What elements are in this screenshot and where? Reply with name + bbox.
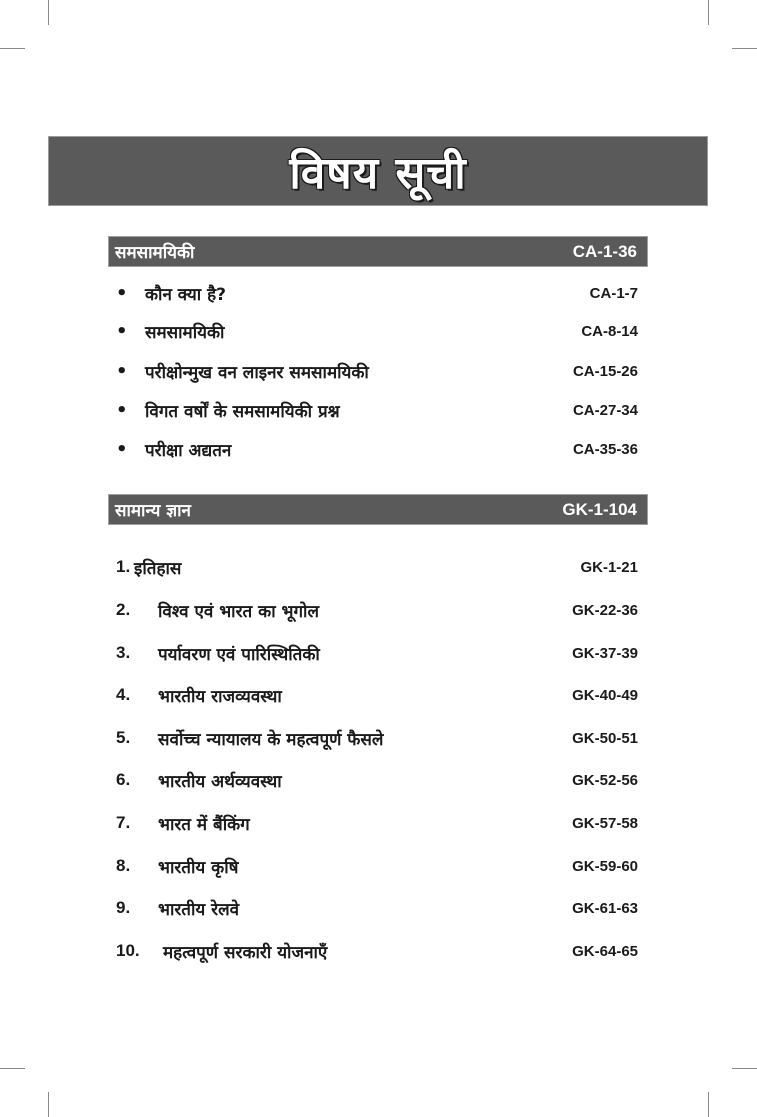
- entry-page-range: GK-64-65: [572, 942, 638, 960]
- entry-title: कौन क्या है?: [145, 284, 226, 305]
- entry-number: 9.: [116, 898, 131, 917]
- entry-page-range: GK-61-63: [572, 899, 638, 917]
- entry-number: 6.: [116, 770, 131, 789]
- toc-entry[interactable]: [108, 395, 638, 425]
- entry-number: 4.: [116, 685, 131, 704]
- toc-entry[interactable]: [108, 356, 638, 386]
- section-header-current-affairs[interactable]: [108, 236, 648, 267]
- entry-number: 1.: [116, 557, 131, 576]
- entry-title: समसामयिकी: [145, 322, 225, 343]
- bullet-icon: •: [116, 320, 128, 342]
- toc-entry[interactable]: [108, 723, 638, 753]
- section-page-range: GK-1-104: [562, 499, 637, 519]
- entry-page-range: GK-40-49: [572, 686, 638, 704]
- section-title: सामान्य ज्ञान: [115, 501, 191, 521]
- entry-page-range: CA-15-26: [572, 362, 638, 380]
- entry-page-range: GK-59-60: [572, 857, 638, 875]
- entry-title: महत्वपूर्ण सरकारी योजनाएँ: [163, 942, 328, 963]
- toc-entry[interactable]: [108, 893, 638, 923]
- entry-number: 3.: [116, 643, 131, 662]
- crop-mark-top-left-h: [0, 48, 25, 49]
- entry-title: परीक्षोन्मुख वन लाइनर समसामयिकी: [145, 362, 369, 383]
- entry-page-range: GK-1-21: [580, 558, 638, 576]
- section-page-range: CA-1-36: [572, 241, 637, 261]
- page-title: विषय सूची: [289, 148, 467, 199]
- entry-page-range: GK-22-36: [572, 601, 638, 619]
- entry-page-range: GK-50-51: [572, 729, 638, 747]
- entry-number: 5.: [116, 728, 131, 747]
- crop-mark-top-right-h: [732, 48, 757, 49]
- entry-title: विश्व एवं भारत का भूगोल: [158, 601, 319, 622]
- entry-title: विगत वर्षों के समसामयिकी प्रश्न: [145, 401, 340, 422]
- bullet-icon: •: [116, 438, 128, 460]
- crop-mark-bottom-right-v: [708, 1092, 709, 1117]
- entry-title: भारत में बैंकिंग: [158, 814, 250, 835]
- toc-entry[interactable]: [108, 851, 638, 881]
- crop-mark-bottom-right-h: [732, 1068, 757, 1069]
- toc-entry[interactable]: [108, 936, 638, 966]
- toc-entry[interactable]: [108, 808, 638, 838]
- bullet-icon: •: [116, 360, 128, 382]
- entry-title: पर्यावरण एवं पारिस्थितिकी: [158, 644, 320, 665]
- crop-mark-bottom-left-v: [48, 1092, 49, 1117]
- toc-entry[interactable]: [108, 434, 638, 464]
- entry-title: भारतीय कृषि: [158, 857, 239, 878]
- toc-entry[interactable]: [108, 595, 638, 625]
- toc-entry[interactable]: [108, 316, 638, 346]
- section-title: समसामयिकी: [115, 243, 195, 263]
- crop-mark-bottom-left-h: [0, 1068, 25, 1069]
- entry-title: भारतीय राजव्यवस्था: [158, 686, 282, 707]
- entry-title: भारतीय अर्थव्यवस्था: [158, 771, 282, 792]
- section-header-general-knowledge[interactable]: [108, 494, 648, 525]
- entry-number: 8.: [116, 856, 131, 875]
- toc-entry[interactable]: [108, 680, 638, 710]
- entry-title: इतिहास: [134, 558, 182, 579]
- entry-page-range: GK-37-39: [572, 644, 638, 662]
- crop-mark-top-right-v: [708, 0, 709, 25]
- entry-page-range: CA-8-14: [581, 322, 638, 340]
- entry-page-range: CA-27-34: [572, 401, 638, 419]
- entry-page-range: GK-52-56: [572, 771, 638, 789]
- toc-entry[interactable]: [108, 638, 638, 668]
- entry-number: 7.: [116, 813, 131, 832]
- bullet-icon: •: [116, 282, 128, 304]
- title-banner: [48, 136, 708, 206]
- entry-title: परीक्षा अद्यतन: [145, 440, 232, 461]
- entry-number: 2.: [116, 600, 131, 619]
- entry-title: भारतीय रेलवे: [158, 899, 240, 920]
- entry-page-range: CA-1-7: [589, 284, 638, 302]
- entry-page-range: CA-35-36: [572, 440, 638, 458]
- bullet-icon: •: [116, 399, 128, 421]
- toc-entry[interactable]: [108, 278, 638, 308]
- entry-title: सर्वोच्च न्यायालय के महत्वपूर्ण फैसले: [158, 729, 384, 750]
- entry-number: 10.: [116, 941, 140, 960]
- toc-entry[interactable]: [108, 552, 638, 582]
- toc-entry[interactable]: [108, 765, 638, 795]
- crop-mark-top-left-v: [48, 0, 49, 25]
- entry-page-range: GK-57-58: [572, 814, 638, 832]
